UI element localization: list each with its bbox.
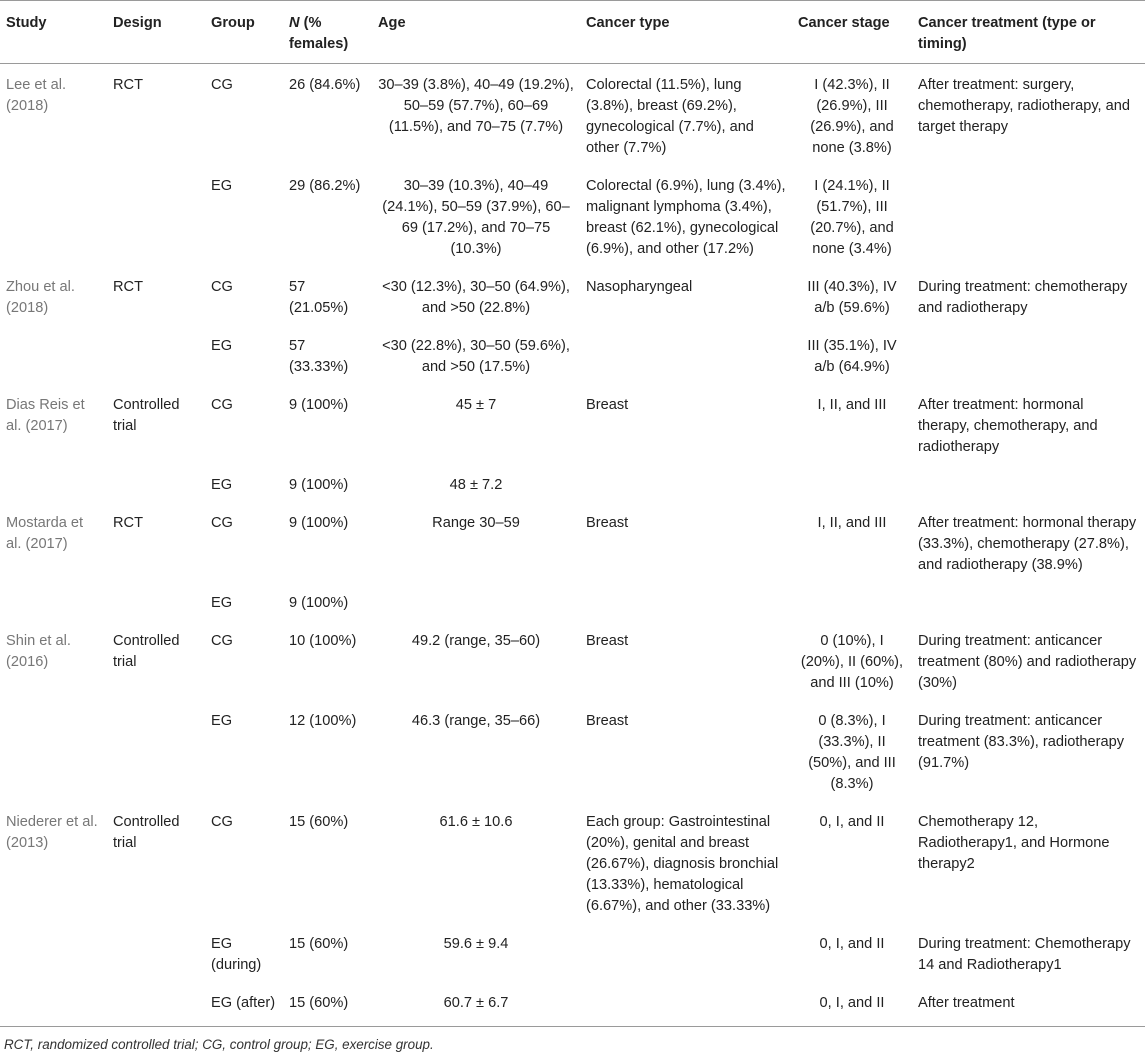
cell-cancer-type: Breast: [586, 515, 629, 531]
cell-n: 9 (100%): [289, 397, 349, 413]
cell-design: [107, 325, 205, 384]
cell-study: Dias Reis et al. (2017): [6, 397, 85, 434]
cell-cancer-type: [580, 982, 792, 1027]
cell-cancer-stage: I, II, and III: [817, 515, 887, 531]
cell-group: CG: [211, 397, 233, 413]
cell-n: 15 (60%): [283, 982, 372, 1027]
cell-cancer-treatment: [912, 582, 1145, 620]
cell-age: Range 30–59: [432, 515, 520, 531]
cell-study: Mostarda et al. (2017): [6, 515, 84, 552]
header-cancer-treatment: Cancer treatment (type or timing): [912, 1, 1145, 64]
cell-study: Lee et al. (2018): [6, 77, 67, 114]
header-study: Study: [0, 1, 107, 64]
cell-age: 49.2 (range, 35–60): [411, 633, 541, 649]
cell-cancer-type: [580, 923, 792, 982]
cell-group: CG: [211, 279, 233, 295]
table-row: [0, 700, 1145, 801]
cell-cancer-stage: I (42.3%), II (26.9%), III (26.9%), and none (3.8%): [810, 77, 894, 156]
cell-cancer-stage: III (35.1%), IV a/b (64.9%): [807, 338, 897, 375]
cell-n: 57 (21.05%): [289, 279, 349, 316]
table-footnote: RCT, randomized controlled trial; CG, control group; EG, exercise group.: [4, 1037, 434, 1052]
cell-cancer-type: Colorectal (11.5%), lung (3.8%), breast (69.2%), gynecological (7.7%), and other (7.7%): [586, 77, 754, 156]
table-row: [0, 801, 1145, 923]
header-n-symbol: N: [289, 15, 300, 31]
cell-study: [0, 700, 107, 801]
cell-cancer-stage: [792, 582, 912, 620]
cell-cancer-treatment: [912, 464, 1145, 502]
cell-cancer-treatment: [912, 165, 1145, 266]
cell-age: <30 (12.3%), 30–50 (64.9%), and >50 (22.8%): [382, 279, 570, 316]
cell-cancer-type: Nasopharyngeal: [586, 279, 693, 295]
cell-cancer-stage: 0, I, and II: [792, 982, 912, 1027]
table-row: [0, 325, 1145, 384]
cell-age: 61.6 ± 10.6: [439, 814, 513, 830]
header-row: [0, 1, 1145, 64]
cell-n: 12 (100%): [289, 713, 357, 729]
header-group: Group: [205, 1, 283, 64]
cell-study: [0, 464, 107, 502]
cell-study: [0, 582, 107, 620]
cell-cancer-type: Breast: [586, 713, 629, 729]
cell-study: [0, 923, 107, 982]
cell-age: 60.7 ± 6.7: [372, 982, 580, 1027]
header-design: Design: [107, 1, 205, 64]
cell-n: 26 (84.6%): [289, 77, 361, 93]
cell-cancer-stage: I (24.1%), II (51.7%), III (20.7%), and none (3.4%): [810, 178, 894, 257]
cell-cancer-type: [580, 325, 792, 384]
cell-group: EG: [211, 713, 233, 729]
cell-design: RCT: [113, 77, 143, 93]
table-row: [0, 464, 1145, 502]
cell-cancer-type: [580, 464, 792, 502]
cell-group: EG: [211, 477, 233, 493]
cell-cancer-type: Breast: [586, 633, 629, 649]
table-row: [0, 923, 1145, 982]
cell-design: Controlled trial: [113, 633, 180, 670]
cell-age: 45 ± 7: [455, 397, 497, 413]
table-header: [0, 1, 1145, 64]
cell-cancer-type: Breast: [586, 397, 629, 413]
cell-design: [107, 464, 205, 502]
table-row: [0, 384, 1145, 464]
cell-study: [0, 325, 107, 384]
cell-n: 15 (60%): [289, 936, 349, 952]
cell-group: CG: [211, 814, 233, 830]
cell-cancer-stage: I, II, and III: [817, 397, 887, 413]
cell-n: 9 (100%): [289, 595, 349, 611]
cell-age: <30 (22.8%), 30–50 (59.6%), and >50 (17.5%): [382, 338, 570, 375]
cell-design: RCT: [113, 279, 143, 295]
cell-cancer-stage: [792, 464, 912, 502]
cell-study: Shin et al. (2016): [6, 633, 71, 670]
cell-cancer-treatment: During treatment: chemotherapy and radiotherapy: [918, 279, 1128, 316]
cell-age: 30–39 (3.8%), 40–49 (19.2%), 50–59 (57.7%), 60–69 (11.5%), and 70–75 (7.7%): [378, 77, 574, 135]
table-body: [0, 64, 1145, 1027]
header-n-females: [283, 1, 372, 64]
cell-cancer-stage: III (40.3%), IV a/b (59.6%): [807, 279, 897, 316]
cell-design: Controlled trial: [113, 814, 180, 851]
cell-n: 9 (100%): [289, 515, 349, 531]
cell-cancer-type: Colorectal (6.9%), lung (3.4%), malignant lymphoma (3.4%), breast (62.1%), gynecological (6.9%), and other (17.2%): [586, 178, 786, 257]
cell-design: [107, 582, 205, 620]
cell-design: [107, 923, 205, 982]
cell-cancer-treatment: During treatment: anticancer treatment (80%) and radiotherapy (30%): [918, 633, 1137, 691]
table-row: [0, 502, 1145, 582]
cell-group: EG: [211, 595, 233, 611]
cell-cancer-stage: 0 (8.3%), I (33.3%), II (50%), and III (8.3%): [808, 713, 896, 792]
header-cancer-type: Cancer type: [580, 1, 792, 64]
cell-group: EG: [211, 338, 233, 354]
cell-cancer-stage: 0, I, and II: [819, 936, 885, 952]
cell-n: 15 (60%): [289, 814, 349, 830]
table-row: [0, 266, 1145, 325]
cell-cancer-treatment: After treatment: [912, 982, 1145, 1027]
table-row: [0, 620, 1145, 700]
cell-n: 10 (100%): [289, 633, 357, 649]
header-age: Age: [372, 1, 580, 64]
cell-group: EG: [211, 178, 233, 194]
cell-cancer-treatment: Chemotherapy 12, Radiotherapy1, and Hormone therapy2: [918, 814, 1110, 872]
cell-design: [107, 165, 205, 266]
table-row: [0, 982, 1145, 1027]
header-cancer-stage: Cancer stage: [792, 1, 912, 64]
cell-cancer-type: [580, 582, 792, 620]
cell-group: EG (during): [211, 936, 262, 973]
cell-cancer-treatment: During treatment: anticancer treatment (83.3%), radiotherapy (91.7%): [918, 713, 1125, 771]
cell-age: 30–39 (10.3%), 40–49 (24.1%), 50–59 (37.9%), 60–69 (17.2%), and 70–75 (10.3%): [382, 178, 570, 257]
cell-cancer-stage: 0 (10%), I (20%), II (60%), and III (10%): [800, 633, 904, 691]
table-row: [0, 582, 1145, 620]
cell-study: Zhou et al. (2018): [6, 279, 75, 316]
cell-group: CG: [211, 633, 233, 649]
cell-age: 48 ± 7.2: [449, 477, 503, 493]
table-row: [0, 64, 1145, 166]
cell-n: 9 (100%): [289, 477, 349, 493]
cell-study: [0, 165, 107, 266]
cell-cancer-treatment: After treatment: surgery, chemotherapy, radiotherapy, and target therapy: [918, 77, 1131, 135]
table-row: [0, 165, 1145, 266]
cell-n: 29 (86.2%): [289, 178, 361, 194]
cell-cancer-treatment: After treatment: hormonal therapy (33.3%), chemotherapy (27.8%), and radiotherapy (38.9%): [918, 515, 1137, 573]
header-n-rest: (% females): [289, 15, 349, 52]
cell-design: Controlled trial: [113, 397, 180, 434]
cell-age: [372, 582, 580, 620]
cell-group: CG: [211, 77, 233, 93]
cell-cancer-stage: 0, I, and II: [819, 814, 885, 830]
cell-cancer-treatment: After treatment: hormonal therapy, chemotherapy, and radiotherapy: [918, 397, 1098, 455]
cell-cancer-treatment: During treatment: Chemotherapy 14 and Radiotherapy1: [918, 936, 1131, 973]
cell-age: 46.3 (range, 35–66): [411, 713, 541, 729]
cell-age: 59.6 ± 9.4: [443, 936, 509, 952]
cell-study: Niederer et al. (2013): [6, 814, 98, 851]
cell-cancer-type: Each group: Gastrointestinal (20%), genital and breast (26.67%), diagnosis bronchial (13.33%), hematological (6.67%), and other (33.33%): [586, 814, 779, 914]
cell-group: CG: [211, 515, 233, 531]
cell-study: [0, 982, 107, 1027]
cell-n: 57 (33.33%): [289, 338, 349, 375]
cell-group: EG (after): [205, 982, 283, 1027]
cell-cancer-treatment: [912, 325, 1145, 384]
cell-design: [107, 982, 205, 1027]
cell-design: [107, 700, 205, 801]
cell-design: RCT: [113, 515, 143, 531]
